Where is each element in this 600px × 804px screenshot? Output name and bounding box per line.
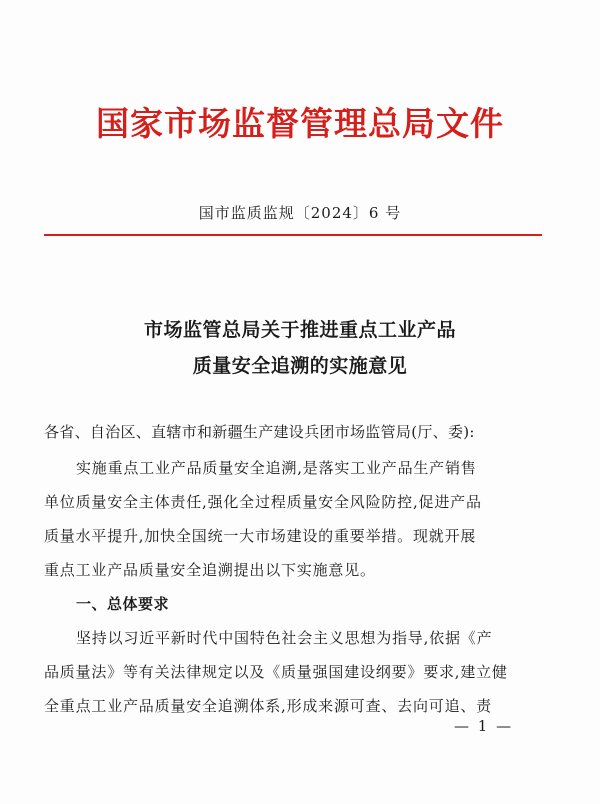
document-title-line-1: 市场监管总局关于推进重点工业产品 — [143, 319, 456, 341]
red-separator-line — [44, 234, 542, 236]
intro-paragraph-line: 质量水平提升,加快全国统一大市场建设的重要举措。现就开展 — [44, 527, 477, 545]
section-paragraph-line: 坚持以习近平新时代中国特色社会主义思想为指导,依据《产 — [76, 629, 493, 647]
section-paragraph-line: 全重点工业产品质量安全追溯体系,形成来源可查、去向可追、责 — [44, 697, 492, 715]
document-number: 国市监质监规〔2024〕6 号 — [198, 204, 402, 222]
document-title-line-2: 质量安全追溯的实施意见 — [192, 355, 408, 377]
section-heading: 一、总体要求 — [76, 595, 170, 613]
section-paragraph-line: 品质量法》等有关法律规定以及《质量强国建设纲要》要求,建立健 — [44, 663, 508, 681]
masthead-title: 国家市场监督管理总局文件 — [96, 104, 504, 143]
intro-paragraph-line: 重点工业产品质量安全追溯提出以下实施意见。 — [44, 561, 376, 579]
intro-paragraph-line: 实施重点工业产品质量安全追溯,是落实工业产品生产销售 — [76, 459, 477, 477]
page-number: — 1 — — [454, 717, 514, 735]
salutation: 各省、自治区、直辖市和新疆生产建设兵团市场监管局(厅、委): — [44, 423, 475, 441]
intro-paragraph-line: 单位质量安全主体责任,强化全过程质量安全风险防控,促进产品 — [44, 493, 482, 511]
